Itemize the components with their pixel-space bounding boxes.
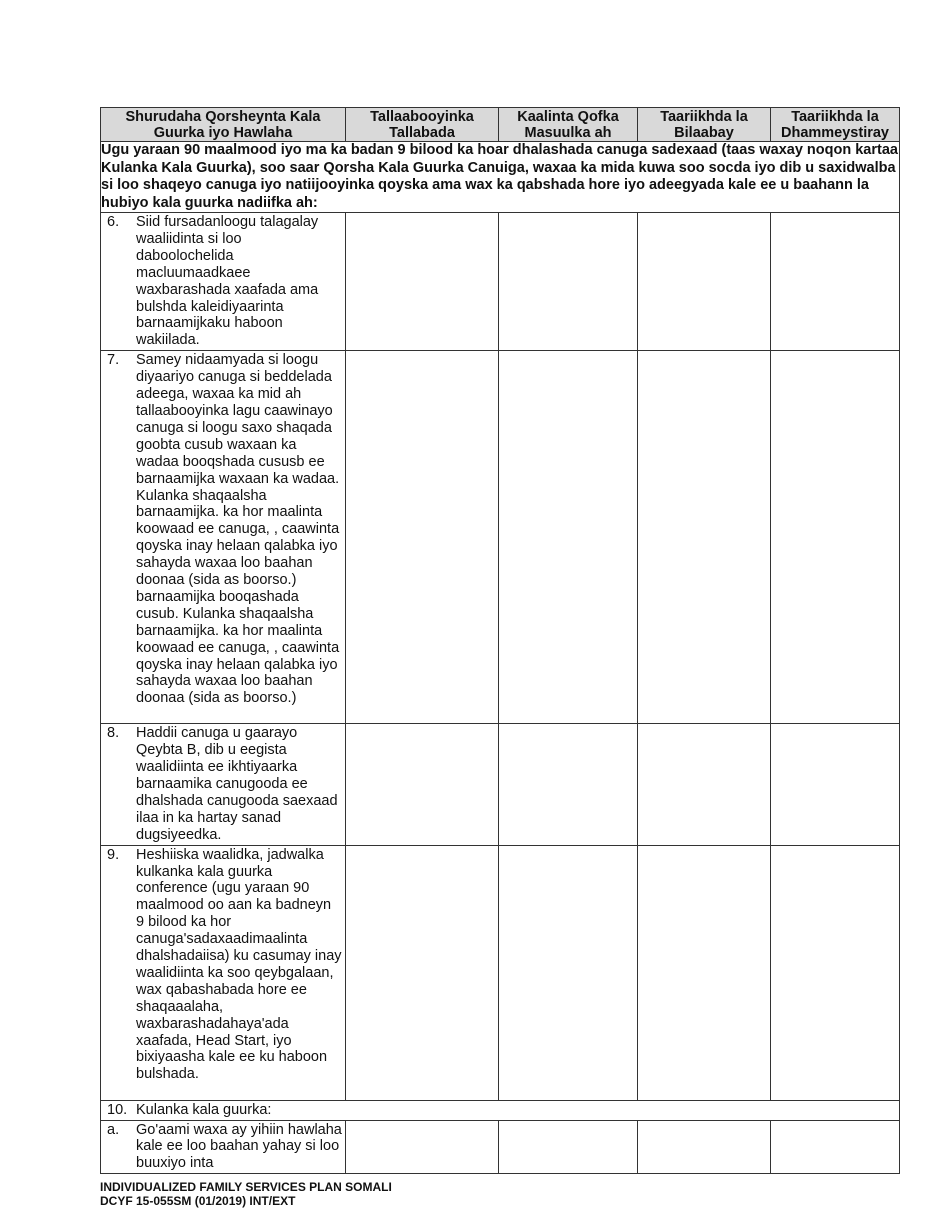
header-task: Shurudaha Qorsheynta Kala Guurka iyo Hawlaha xyxy=(101,108,346,142)
task-cell xyxy=(101,724,346,845)
responsible-cell[interactable] xyxy=(499,1120,638,1174)
steps-cell[interactable] xyxy=(346,845,499,1100)
task-cell xyxy=(101,213,346,351)
start-date-cell[interactable] xyxy=(638,213,771,351)
header-row xyxy=(101,108,900,142)
task-letter: a. xyxy=(107,1121,120,1138)
responsible-cell[interactable] xyxy=(499,213,638,351)
completion-date-cell[interactable] xyxy=(771,1120,900,1174)
start-date-cell[interactable] xyxy=(638,845,771,1100)
completion-date-cell[interactable] xyxy=(771,845,900,1100)
start-date-cell[interactable] xyxy=(638,1120,771,1174)
responsible-cell[interactable] xyxy=(499,351,638,724)
task-text: Haddii canuga u gaarayo Qeybta B, dib u eegista waalidiinta ee ikhtiyaarka barnaamika canugooda ee dhalshada canugooda saexaad ilaa in ka hartay sanad dugsiyeedka. xyxy=(136,725,338,843)
responsible-cell[interactable] xyxy=(499,845,638,1100)
header-steps: Tallaabooyinka Tallabada xyxy=(346,108,499,142)
section-number: 10. xyxy=(107,1101,128,1118)
task-text: Go'aami waxa ay yihiin hawlaha kale ee loo baahan yahay si loo buuxiyo inta xyxy=(136,1121,342,1172)
task-number: 9. xyxy=(107,846,120,863)
table-row xyxy=(101,213,900,351)
footer-form-number: DCYF 15-055SM (01/2019) INT/EXT xyxy=(100,1194,296,1208)
header-completion-date: Taariikhda la Dhammeystiray xyxy=(771,108,900,142)
section-text: Kulanka kala guurka: xyxy=(136,1101,272,1118)
section-cell xyxy=(101,1100,900,1120)
intro-row xyxy=(101,142,900,213)
task-number: 6. xyxy=(107,214,120,230)
steps-cell[interactable] xyxy=(346,213,499,351)
task-text: Heshiiska waalidka, jadwalka kulkanka kala guurka conference (ugu yaraan 90 maalmood oo aan ka badneyn 9 bilood ka hor canuga'sadaxaadimaalinta dhalshadaiisa) ku casumay inay waalidiinta ka soo qeybgalaan, wax qabashabada hore ee shaqaaalaha, waxbarashadahaya'ada xaafada, Head Start, iyo bixiyaasha kale ee ku haboon bulshada. xyxy=(136,846,342,1083)
section-row xyxy=(101,1100,900,1120)
table-row xyxy=(101,351,900,724)
steps-cell[interactable] xyxy=(346,351,499,724)
header-start-date: Taariikhda la Bilaabay xyxy=(638,108,771,142)
header-responsible-person: Kaalinta Qofka Masuulka ah xyxy=(499,108,638,142)
form-footer xyxy=(100,1180,392,1208)
intro-text: Ugu yaraan 90 maalmood iyo ma ka badan 9 bilood ka hoar dhalashada canuga sadexaad (taas waxay noqon kartaa Kulanka Kala Guurka), soo saar Qorsha Kala Guurka Canuiga, waxaa ka mida kuwa soo socda iyo dib u saxidwalba si loo shaqeyo canuga iyo natiijooyinka qoyska ama wax ka qabshada hore iyo adeegyada kale ee u baahann la hubiyo kala guurka nadiifka ah: xyxy=(101,142,898,211)
table-row xyxy=(101,1120,900,1174)
task-cell xyxy=(101,351,346,724)
family-services-plan-table xyxy=(100,107,900,1174)
steps-cell[interactable] xyxy=(346,1120,499,1174)
responsible-cell[interactable] xyxy=(499,724,638,845)
task-number: 7. xyxy=(107,352,120,369)
table-row xyxy=(101,845,900,1100)
table-row xyxy=(101,724,900,845)
completion-date-cell[interactable] xyxy=(771,724,900,845)
start-date-cell[interactable] xyxy=(638,724,771,845)
task-cell xyxy=(101,1120,346,1174)
steps-cell[interactable] xyxy=(346,724,499,845)
start-date-cell[interactable] xyxy=(638,351,771,724)
footer-form-title: INDIVIDUALIZED FAMILY SERVICES PLAN SOMALI xyxy=(100,1180,392,1194)
completion-date-cell[interactable] xyxy=(771,351,900,724)
task-text: Siid fursadanloogu talagalay waaliidinta si loo daboolochelida macluumaadkaee waxbarashada xaafada ama bulshda kaleidiyaarinta barnaamijkaku haboon wakiilada. xyxy=(136,214,319,349)
task-cell xyxy=(101,845,346,1100)
completion-date-cell[interactable] xyxy=(771,213,900,351)
task-text: Samey nidaamyada si loogu diyaariyo canuga si beddelada adeega, waxaa ka mid ah tallaabooyinka lagu caawinayo canuga si loogu saxo shaqada goobta cusub waxaan ka wadaa booqshada cususb ee barnaamijka waxaan ka wadaa. Kulanka shaqaalsha barnaamijka. ka hor maalinta koowaad ee canuga, , caawinta qoyska inay helaan qalabka iyo sahayda waxaa loo baahan doonaa (sida as boorso.) barnaamijka booqashada cusub. Kulanka shaqaalsha barnaamijka. ka hor maalinta koowaad ee canuga, , caawinta qoyska inay helaan qalabka iyo sahayda waxaa loo baahan doonaa (sida as boorso.) xyxy=(136,352,340,707)
task-number: 8. xyxy=(107,725,120,742)
